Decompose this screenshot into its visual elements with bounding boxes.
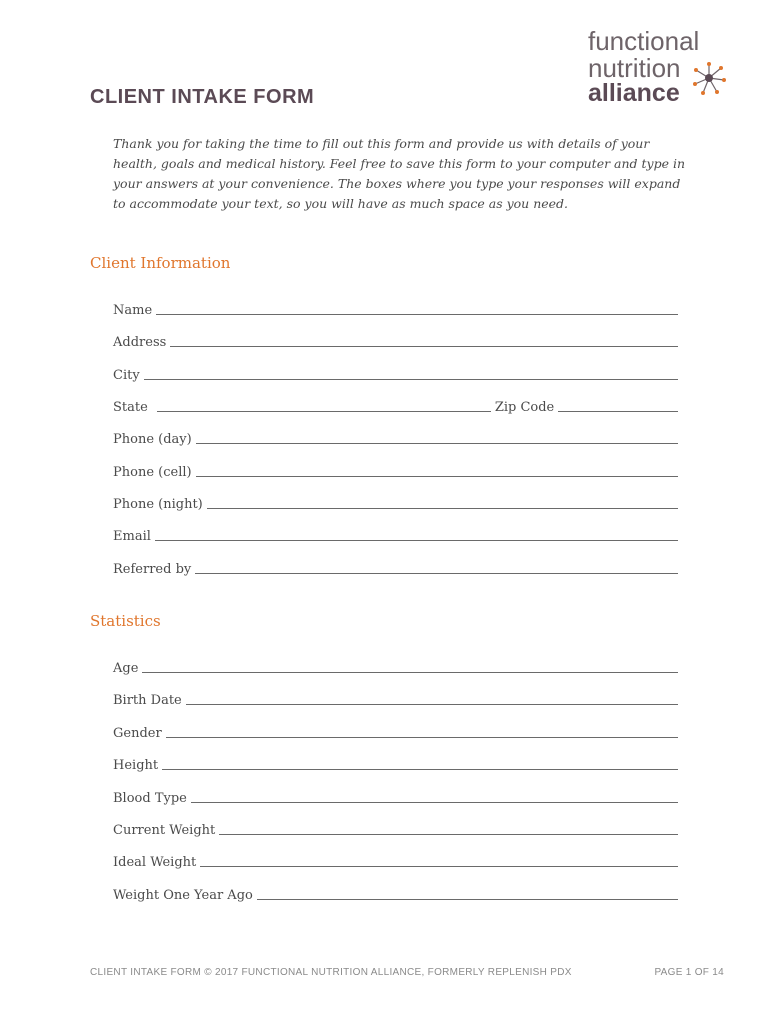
current-weight-field[interactable] <box>113 820 678 838</box>
ideal-weight-field[interactable] <box>113 852 678 870</box>
birth-date-label: Birth Date <box>113 693 182 708</box>
phone-day-label: Phone (day) <box>113 432 192 447</box>
footer-copyright: CLIENT INTAKE FORM © 2017 FUNCTIONAL NUTRITION ALLIANCE, FORMERLY REPLENISH PDX <box>90 967 572 978</box>
section-heading-statistics: Statistics <box>90 612 161 630</box>
city-input-line[interactable] <box>144 365 678 380</box>
address-input-line[interactable] <box>170 332 678 347</box>
birth-date-field[interactable] <box>113 690 678 708</box>
zip-code-label: Zip Code <box>494 400 555 415</box>
blood-type-label: Blood Type <box>113 791 187 806</box>
phone-day-field[interactable] <box>113 429 678 447</box>
city-label: City <box>113 368 140 383</box>
logo-line-1: functional <box>588 26 700 56</box>
blood-type-field[interactable] <box>113 788 678 806</box>
brand-logo <box>588 28 738 108</box>
blood-type-input-line[interactable] <box>191 788 678 803</box>
gender-field[interactable] <box>113 723 678 741</box>
intro-paragraph: Thank you for taking the time to fill out this form and provide us with details of your health, goals and medical history. Feel free to save this form to your computer and type in your answers at your convenience. The boxes where you type your responses will expand to accommodate your text, so you will have as much space as you need. <box>113 136 686 211</box>
age-input-line[interactable] <box>142 658 678 673</box>
phone-night-label: Phone (night) <box>113 497 203 512</box>
weight-one-year-ago-input-line[interactable] <box>257 885 678 900</box>
height-field[interactable] <box>113 755 678 773</box>
phone-cell-input-line[interactable] <box>196 462 678 477</box>
form-title: CLIENT INTAKE FORM <box>90 86 315 108</box>
name-label: Name <box>113 303 153 318</box>
email-input-line[interactable] <box>155 526 678 541</box>
email-label: Email <box>113 529 151 544</box>
age-label: Age <box>113 661 139 676</box>
name-field[interactable] <box>113 300 678 318</box>
phone-day-input-line[interactable] <box>196 429 678 444</box>
state-label: State <box>113 400 148 415</box>
age-field[interactable] <box>113 658 678 676</box>
network-dots-icon <box>691 60 727 96</box>
current-weight-label: Current Weight <box>113 823 216 838</box>
zip-code-input-line[interactable] <box>558 397 678 412</box>
gender-label: Gender <box>113 726 162 741</box>
weight-one-year-ago-field[interactable] <box>113 885 678 903</box>
height-label: Height <box>113 758 159 773</box>
phone-night-input-line[interactable] <box>207 494 678 509</box>
ideal-weight-label: Ideal Weight <box>113 855 197 870</box>
state-zip-field[interactable] <box>113 397 678 415</box>
current-weight-input-line[interactable] <box>219 820 678 835</box>
phone-cell-field[interactable] <box>113 462 678 480</box>
section-heading-client-information: Client Information <box>90 254 231 272</box>
ideal-weight-input-line[interactable] <box>200 852 678 867</box>
referred-by-field[interactable] <box>113 559 678 577</box>
birth-date-input-line[interactable] <box>186 690 678 705</box>
logo-line-2: nutrition <box>588 53 681 83</box>
weight-one-year-ago-label: Weight One Year Ago <box>113 888 253 903</box>
referred-by-label: Referred by <box>113 562 192 577</box>
phone-night-field[interactable] <box>113 494 678 512</box>
referred-by-input-line[interactable] <box>195 559 678 574</box>
address-field[interactable] <box>113 332 678 350</box>
logo-line-3: alliance <box>588 79 680 107</box>
footer-page-number: PAGE 1 OF 14 <box>654 967 724 978</box>
gender-input-line[interactable] <box>166 723 678 738</box>
height-input-line[interactable] <box>162 755 678 770</box>
address-label: Address <box>113 335 167 350</box>
phone-cell-label: Phone (cell) <box>113 465 192 480</box>
name-input-line[interactable] <box>156 300 678 315</box>
state-input-line[interactable] <box>157 397 491 412</box>
city-field[interactable] <box>113 365 678 383</box>
email-field[interactable] <box>113 526 678 544</box>
